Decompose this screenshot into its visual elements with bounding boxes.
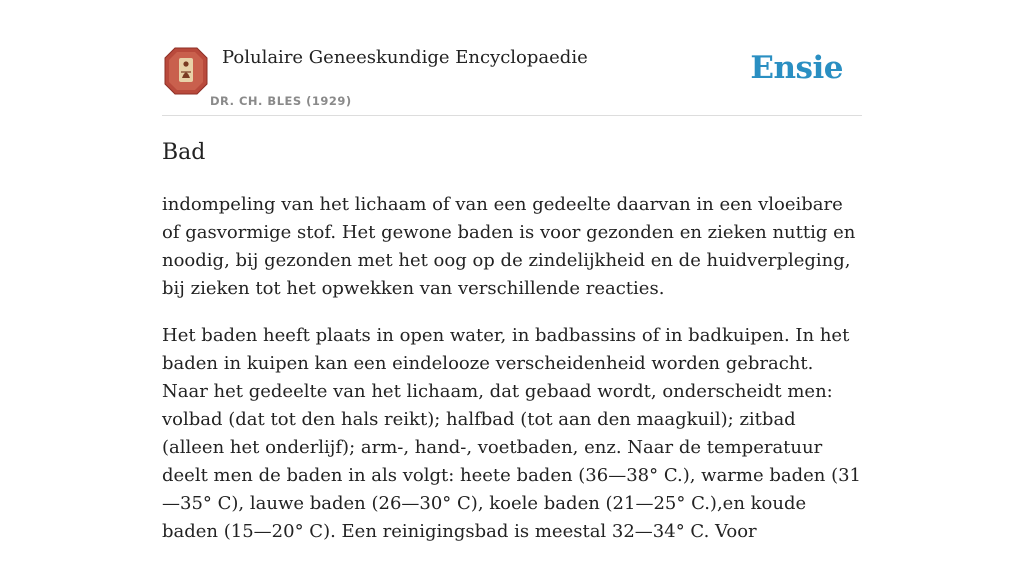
author-label: DR. CH. BLES (1929) — [210, 94, 352, 108]
book-title[interactable]: Polulaire Geneeskundige Encyclopaedie — [222, 47, 588, 68]
brand-logo[interactable]: Ensie — [750, 50, 843, 86]
book-cover-icon[interactable] — [164, 47, 208, 95]
paragraph: indompeling van het lichaam of van een gedeelte daarvan in een vloeibare of gasvormige stof. Het gewone baden is voor gezonden en zieken nuttig en noodig, bij gezonden met het oog op de zindelijkheid en de huidverpleging, bij zieken tot het opwekken van verschillende reacties. — [162, 194, 856, 299]
header — [162, 40, 862, 116]
paragraph: Het baden heeft plaats in open water, in badbassins of in badkuipen. In het baden in kuipen kan een eindelooze verscheidenheid worden gebracht. Naar het gedeelte van het lichaam, dat gebaad wordt, onderscheidt men: volbad (dat tot den hals reikt); halfbad (tot aan den maagkuil); zitbad (alleen het onderlijf); arm-, hand-, voetbaden, enz. Naar de temperatuur deelt men de baden in als volgt: heete baden (36—38° C.), warme baden (31—35° C), lauwe baden (26—30° C), koele baden (21—25° C.),en koude baden (15—20° C). Een reinigingsbad is meestal 32—34° C. Voor — [162, 325, 862, 542]
entry-title: Bad — [162, 140, 206, 165]
article-body — [162, 191, 862, 565]
